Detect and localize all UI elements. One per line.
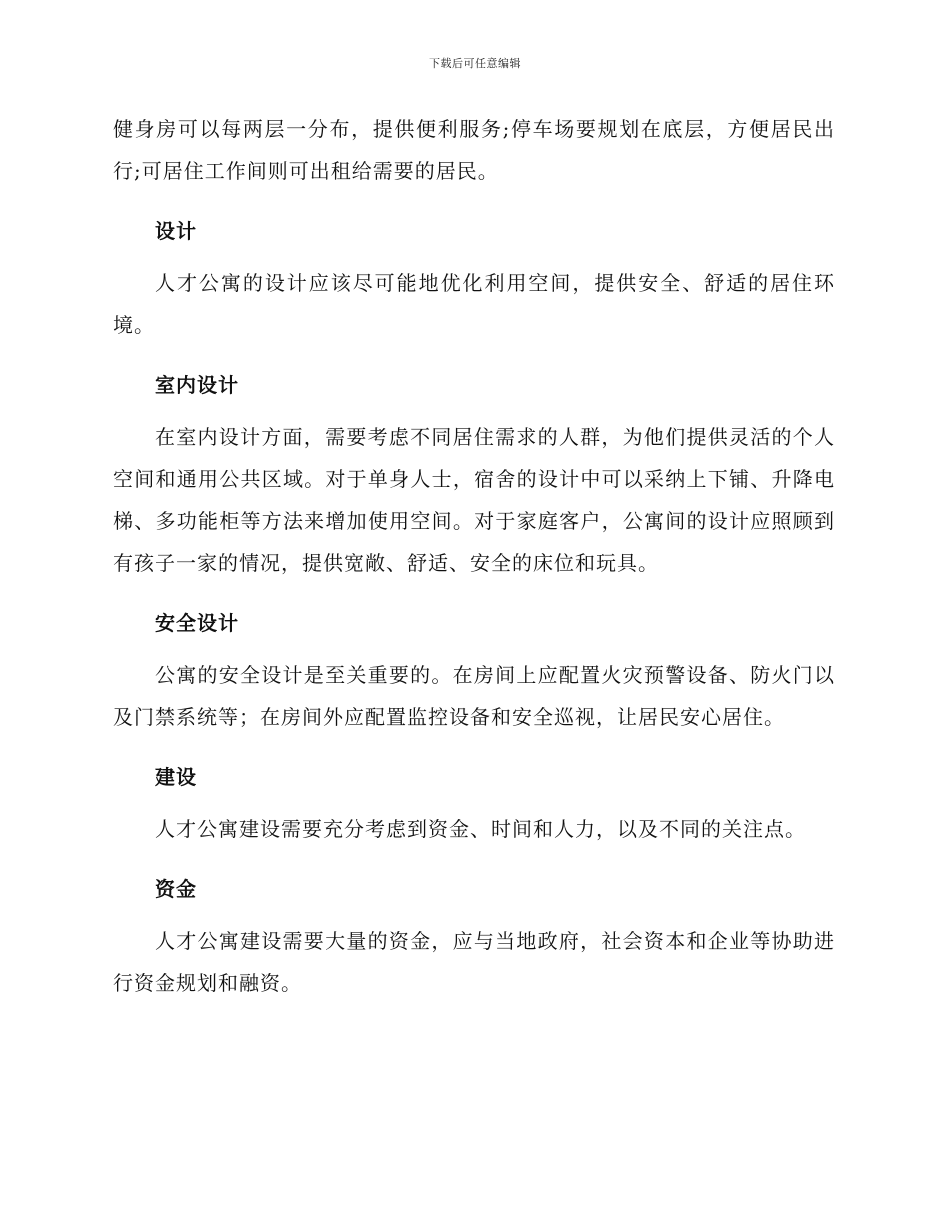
heading-design: 设计 xyxy=(155,219,197,243)
paragraph-interior-design: 在室内设计方面，需要考虑不同居住需求的人群，为他们提供灵活的个人空间和通用公共区域。对于单身人士，宿舍的设计中可以采纳上下铺、升降电梯、多功能柜等方法来增加使用空间。对于家庭客户，公寓间的设计应照顾到有孩子一家的情况，提供宽敞、舒适、安全的床位和玩具。 xyxy=(113,425,835,575)
header-note: 下载后可任意编辑 xyxy=(429,57,521,70)
heading-construction: 建设 xyxy=(155,765,197,789)
heading-safety-design: 安全设计 xyxy=(155,611,239,635)
document-body xyxy=(113,108,835,1022)
paragraph-design: 人才公寓的设计应该尽可能地优化利用空间，提供安全、舒适的居住环境。 xyxy=(113,271,835,337)
paragraph-safety-design: 公寓的安全设计是至关重要的。在房间上应配置火灾预警设备、防火门以及门禁系统等；在房间外应配置监控设备和安全巡视，让居民安心居住。 xyxy=(113,663,835,729)
heading-interior-design: 室内设计 xyxy=(155,373,239,397)
paragraph-facilities: 健身房可以每两层一分布，提供便利服务;停车场要规划在底层，方便居民出行;可居住工作间则可出租给需要的居民。 xyxy=(113,117,835,183)
paragraph-construction: 人才公寓建设需要充分考虑到资金、时间和人力，以及不同的关注点。 xyxy=(155,817,806,841)
paragraph-funding: 人才公寓建设需要大量的资金，应与当地政府，社会资本和企业等协助进行资金规划和融资。 xyxy=(113,929,835,995)
heading-funding: 资金 xyxy=(155,877,197,901)
